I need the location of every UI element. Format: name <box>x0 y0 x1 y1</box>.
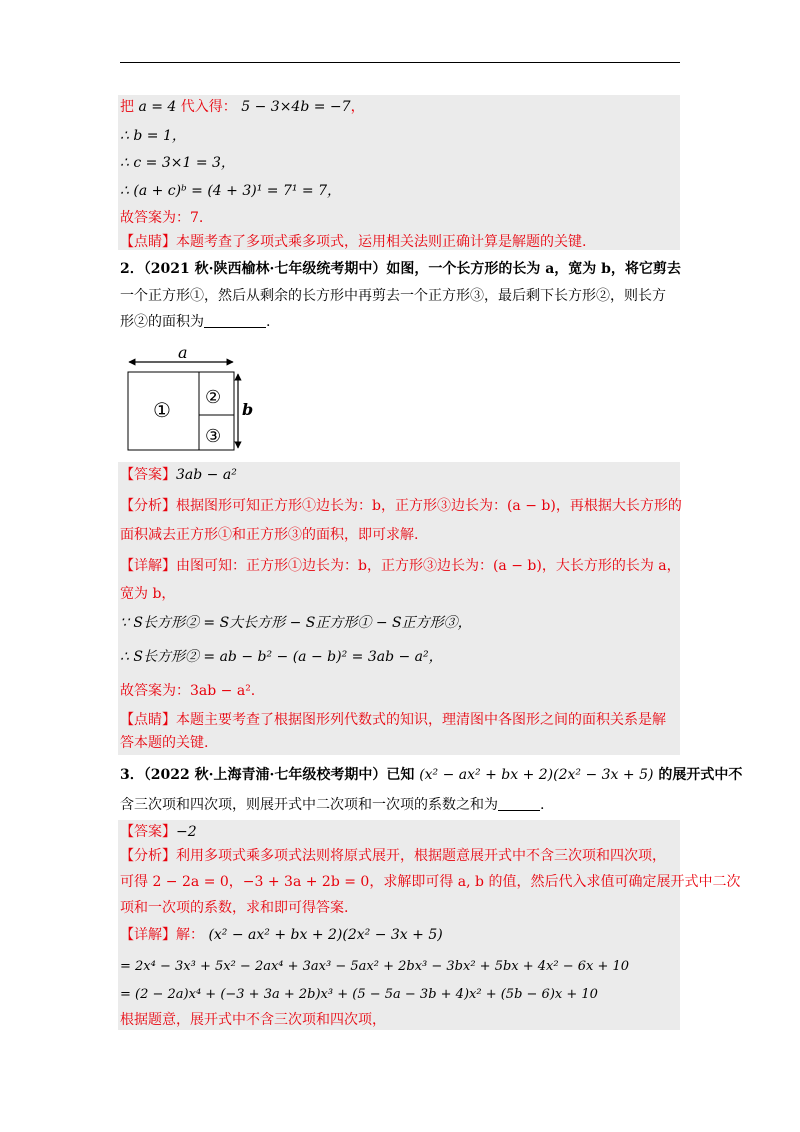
solution-line: ∴ c = 3×1 = 3， <box>120 155 235 171</box>
final-answer-line: 故答案为：7. <box>120 210 204 226</box>
comment-line: 【点睛】本题考查了多项式乘多项式，运用相关法则正确计算是解题的关键. <box>120 234 587 250</box>
question-3-stem: 3．（2022 秋·上海青浦·七年级校考期中）已知 (x² − ax² + bx + 2)(2x² − 3x + 5) 的展开式中不 <box>120 767 743 783</box>
comment-line: 答本题的关键. <box>120 735 209 751</box>
region-2: ② <box>205 387 222 408</box>
analysis-line: 【分析】根据图形可知正方形①边长为：b，正方形③边长为：(a − b)，再根据大长方形的 <box>120 498 682 514</box>
detail-line: = (2 − 2a)x⁴ + (−3 + 3a + 2b)x³ + (5 − 5a − 3b + 4)x² + (5b − 6)x + 10 <box>120 987 598 1002</box>
question-3-stem: 含三次项和四次项，则展开式中二次项和一次项的系数之和为 . <box>120 797 545 813</box>
detail-line: 【详解】由图可知：正方形①边长为：b，正方形③边长为：(a − b)，大长方形的长为 a， <box>120 558 681 574</box>
answer-blank <box>204 313 266 328</box>
rectangle-figure <box>120 345 260 455</box>
question-2-stem: 一个正方形①，然后从剩余的长方形中再剪去一个正方形③，最后剩下长方形②，则长方 <box>120 288 666 304</box>
final-answer-line: 故答案为：3ab − a². <box>120 683 256 699</box>
solution-line: ∴ (a + c)ᵇ = (4 + 3)¹ = 7¹ = 7， <box>120 183 341 199</box>
detail-line: ∵ S长方形② = S大长方形 − S正方形① − S正方形③， <box>120 615 472 631</box>
answer-blank <box>498 796 540 811</box>
solution-line: ∴ b = 1， <box>120 128 186 144</box>
detail-line: = 2x⁴ − 3x³ + 5x² − 2ax⁴ + 3ax³ − 5ax² + 2bx³ − 3bx² + 5bx + 4x² − 6x + 10 <box>120 959 630 974</box>
analysis-line: 项和一次项的系数，求和即可得答案. <box>120 900 349 916</box>
detail-line: 宽为 b， <box>120 586 176 602</box>
comment-line: 【点睛】本题主要考查了根据图形列代数式的知识，理清图中各图形之间的面积关系是解 <box>120 712 666 728</box>
header-rule <box>120 62 680 63</box>
label-b: b <box>242 400 254 419</box>
analysis-line: 可得 2 − 2a = 0，−3 + 3a + 2b = 0，求解即可得 a, b 的值，然后代入求值可确定展开式中二次 <box>120 874 741 890</box>
answer-line: 【答案】3ab − a² <box>120 467 237 483</box>
detail-line: ∴ S长方形② = ab − b² − (a − b)² = 3ab − a²， <box>120 649 443 665</box>
region-3: ③ <box>205 426 222 447</box>
solution-line: 把 a = 4 代入得： 5 − 3×4b = −7， <box>120 99 365 115</box>
analysis-line: 面积减去正方形①和正方形③的面积，即可求解. <box>120 527 419 543</box>
region-1: ① <box>153 398 171 422</box>
detail-line: 根据题意，展开式中不含三次项和四次项， <box>120 1012 386 1028</box>
question-2-stem: 形②的面积为 . <box>120 314 271 330</box>
question-2-stem: 2．（2021 秋·陕西榆林·七年级统考期中）如图，一个长方形的长为 a，宽为 b，将它剪去 <box>120 261 681 277</box>
detail-line: 【详解】解： (x² − ax² + bx + 2)(2x² − 3x + 5) <box>120 927 443 943</box>
analysis-line: 【分析】利用多项式乘多项式法则将原式展开，根据题意展开式中不含三次项和四次项， <box>120 848 666 864</box>
label-a: a <box>178 345 188 362</box>
answer-line: 【答案】−2 <box>120 824 197 840</box>
